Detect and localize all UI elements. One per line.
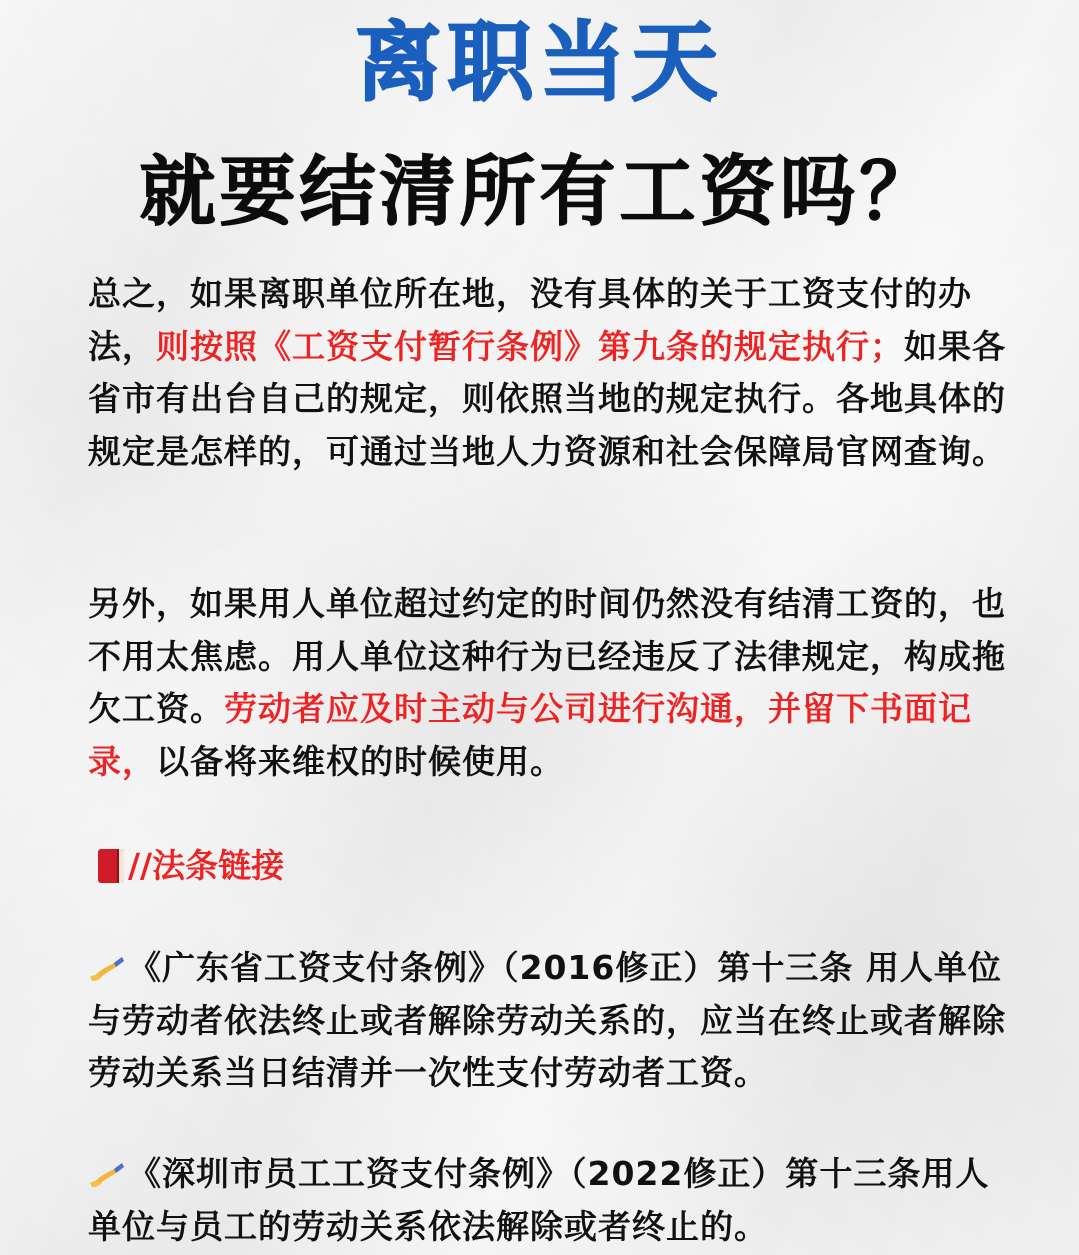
law-citation-shenzhen xyxy=(88,1148,1018,1253)
section-heading-label: //法条链接 xyxy=(128,846,285,885)
page-subtitle: 就要结清所有工资吗？ xyxy=(139,147,940,236)
writing-hand-icon xyxy=(88,1159,128,1189)
law-citation-shenzhen-text: 《深圳市员工工资支付条例》（2022修正）第十三条用人单位与员工的劳动关系依法解除或者终止的。 xyxy=(88,1154,990,1246)
paragraph-additional-text-1: 另外，如果用人单位超过约定的时间仍然没有结清工资的，也不用太焦虑。用人单位这种行为已经违反了法律规定，构成拖欠工资。 xyxy=(88,584,1006,728)
law-citation-guangdong xyxy=(88,942,1018,1100)
paragraph-summary xyxy=(88,268,1018,478)
section-heading-law-links xyxy=(98,840,284,892)
paragraph-additional-text-2: 以备将来维权的时候使用。 xyxy=(156,741,564,781)
paragraph-summary-highlight: 则按照《工资支付暂行条例》第九条的规定执行； xyxy=(156,326,904,366)
paragraph-summary-text-2: 如果各省市有出台自己的规定，则依照当地的规定执行。各地具体的规定是怎样的，可通过当地人力资源和社会保障局官网查询。 xyxy=(88,326,1006,471)
writing-hand-icon xyxy=(88,953,128,983)
paragraph-summary-text-1: 总之，如果离职单位所在地，没有具体的关于工资支付的办法， xyxy=(88,274,972,366)
law-citation-guangdong-text: 《广东省工资支付条例》（2016修正）第十三条 用人单位与劳动者依法终止或者解除劳动关系的，应当在终止或者解除劳动关系当日结清并一次性支付劳动者工资。 xyxy=(88,948,1006,1092)
paragraph-additional-highlight: 劳动者应及时主动与公司进行沟通，并留下书面记录， xyxy=(88,689,972,781)
red-book-icon xyxy=(98,849,124,883)
paragraph-additional xyxy=(88,578,1018,788)
page-title: 离职当天 xyxy=(355,13,724,113)
